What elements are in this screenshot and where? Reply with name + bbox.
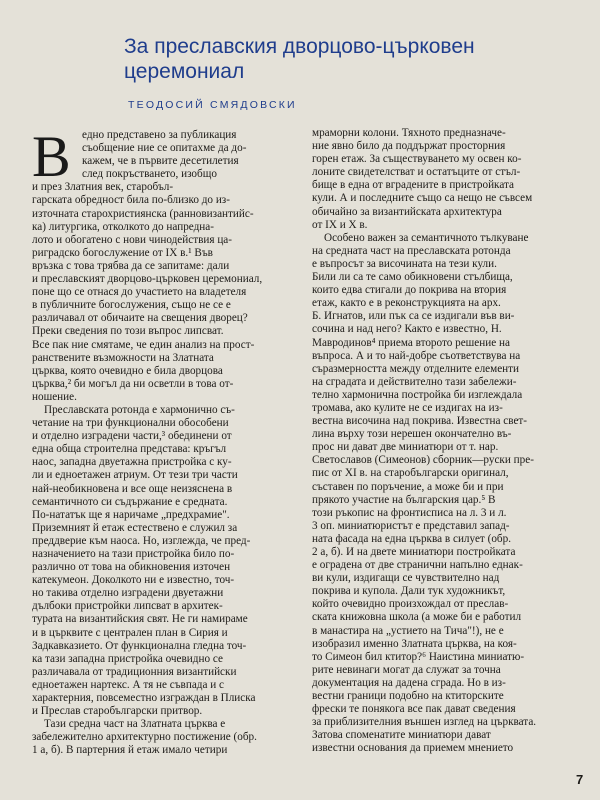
text-line: различно от това на обикновения източен — [32, 561, 231, 574]
text-line: ли и еднoетажен атриум. От тези три части — [32, 469, 238, 482]
text-line: Били ли са те само обикновени стълбища, — [312, 271, 513, 284]
text-line: семантичното си съдържание е средната. — [32, 495, 228, 508]
text-line: горен етаж. За съществуването му освен ко- — [312, 153, 522, 166]
text-line: ви кули, издигащи се чувствително над — [312, 572, 500, 585]
text-line: въпроса. А и то най-добре съответствува на — [312, 349, 521, 362]
text-line: ка) литургика, отколкото до напредна- — [32, 220, 214, 233]
text-line: църква,² би могъл да ни осветли в това от- — [32, 377, 234, 390]
text-line: различавала от традиционния византийски — [32, 665, 237, 678]
text-line: обичайно за византийската архитектура — [312, 205, 502, 218]
text-line: съставен по поръчение, а може би и при — [312, 480, 504, 493]
text-line: е оградена от две странични напълно еднак- — [312, 559, 523, 572]
text-line: тромава, ако кулите не се издигах на из- — [312, 401, 503, 414]
text-line: който очевидно произхождал от преслав- — [312, 598, 509, 611]
text-line: и отделно изградени части,³ обединени от — [32, 430, 232, 443]
text-line: то Симеон бил ктитор?⁶ Наистина миниатю- — [312, 650, 525, 663]
text-line: документация на дадена сграда. Но в из- — [312, 676, 506, 689]
text-line: ранствените възможности на Златната — [32, 351, 214, 364]
text-line: Светославов (Симеонов) сборник—руски пре- — [312, 454, 534, 467]
text-line: Преки сведения по този въпрос липсват. — [32, 325, 224, 338]
text-column-right — [312, 127, 588, 756]
text-line: лина върху този нерешен окончателно въ- — [312, 428, 512, 441]
text-line: известни основания да приемем мнението — [312, 742, 514, 755]
text-line: Приземният й етаж естествено е служил за — [32, 521, 238, 534]
text-line: 3 оп. миниатюристът е представил запад- — [312, 519, 510, 532]
text-line: фрески те понякога все пак дават сведения — [312, 703, 516, 716]
text-line: най-необикновена и все още неизяснена в — [32, 482, 233, 495]
text-line: наос, западна двуетажна пристройка с ку- — [32, 456, 232, 469]
text-line: гарската обредност била по-близко до из- — [32, 194, 230, 207]
text-line: риградско богослужение от IX в.¹ Във — [32, 246, 213, 259]
text-line: църква, която очевидно е била дворцова — [32, 364, 223, 377]
text-line: характерния, повсеместно изграждан в Плиска — [32, 692, 256, 705]
text-line: ската книжовна школа (а може би е работил — [312, 611, 522, 624]
text-line: Все пак ние смятаме, че един анализ на прост- — [32, 338, 255, 351]
text-line: етаж, както е в реконструкцията на арх. — [312, 297, 501, 310]
text-line: назначението на тази пристройка било по- — [32, 548, 235, 560]
text-line: съобщение ние се опитахме да до- — [82, 142, 247, 155]
text-line: По-нататък ще я наричаме „предхрамие". — [32, 508, 230, 521]
article-title-line: церемониал — [124, 60, 245, 83]
text-line: кули. А и последните също са нещо не съвсем — [312, 192, 533, 205]
drop-cap: В — [32, 124, 71, 189]
text-line: бище в една от вградените в пристройката — [312, 179, 514, 192]
text-line: поне що се отнася до участието на владетеля — [32, 286, 247, 299]
text-line: ние явно било да поддържат просторния — [312, 140, 506, 153]
text-line: и преславският дворцово-църковен церемониал, — [32, 273, 263, 286]
text-line: четание на три функционални обособени — [32, 417, 229, 430]
text-line: преддверие към наоса. Но, изглежда, че пред- — [32, 534, 251, 547]
text-line: турата на византийския свят. Не ги намираме — [32, 613, 248, 626]
text-line: ношение. — [32, 390, 77, 403]
text-line: лото и обогатено с нови чинодействия ца- — [32, 233, 232, 246]
text-line: източната старохристиянска (ранновизантийс- — [32, 207, 254, 220]
text-line: от IX и X в. — [312, 218, 368, 231]
text-line: едноетажен нартекс. А тя не съвпада и с — [32, 678, 224, 691]
text-line: в манастира на „устието на Тича"!), не е — [312, 624, 504, 637]
text-line: 2 а, б). И на двете миниатюри постройката — [312, 546, 516, 558]
text-line: прякото участие на българския цар.⁵ В — [312, 493, 496, 506]
article-author: ТЕОДОСИЙ СМЯДОВСКИ — [128, 99, 297, 111]
text-line: но такива отделно изградени двуетажни — [32, 587, 224, 600]
text-line: съразмерността между отделните елементи — [312, 362, 520, 375]
article-title — [124, 34, 524, 84]
text-line: които едва стигали до покрива на втория — [312, 284, 507, 297]
text-line: вестни граници подобно на ктиторските — [312, 690, 504, 703]
text-line: сочина и над него? Както е известно, Н. — [312, 323, 502, 336]
text-line: този ръкопис на фронтисписа на л. 3 и л. — [312, 506, 507, 519]
text-line: изобразил именно Златната църква, на коя- — [312, 637, 517, 650]
text-line: Б. Игнатов, или пък са се издигали във ви- — [312, 310, 515, 323]
text-line: в публичните богослужения, същo не се е — [32, 299, 231, 312]
text-line: връзка с това трябва да се запитаме: дали — [32, 259, 230, 272]
text-line: Затова споменатите миниатюри дават — [312, 729, 491, 742]
text-line: Тази средна част на Златната църква е — [44, 718, 226, 731]
text-line: забележително архитектурно постижение (обр. — [32, 731, 257, 744]
text-line: е въпросът за височината на тези кули. — [312, 257, 497, 270]
text-line: покрива и купола. Дали тук художникът, — [312, 585, 506, 598]
text-line: вестна височина над покрива. Известна свет- — [312, 415, 528, 428]
text-line: катекумеон. Доколкото ни е известно, точ- — [32, 574, 235, 587]
text-line: ка тази западна пристройка очевидно се — [32, 652, 223, 665]
text-line: дълбоки пристройки липсват в архитек- — [32, 600, 223, 613]
page-number: 7 — [576, 772, 584, 787]
text-line: кажем, че в първите десетилетия — [82, 155, 239, 168]
text-line: прос ни дават две миниатюри от т. нар. — [312, 441, 499, 454]
text-line: и в църквите с централен план в Сирия и — [32, 626, 228, 639]
text-line: Преславската ротонда е хармонично съ- — [44, 403, 235, 416]
text-line: за приблизителния външен изглед на църквата. — [312, 716, 537, 729]
text-line: и Преслав старобългарски притвор. — [32, 705, 203, 718]
text-line: Мавродинов⁴ приема второто решение на — [312, 336, 510, 349]
text-line: едно представено за публикация — [82, 129, 237, 141]
article-title-line: За преславския дворцово-църковен — [124, 35, 475, 58]
text-line: и през Златния век, старобъл- — [32, 181, 174, 194]
text-line: рите невинаги могат да служат за точна — [312, 663, 501, 676]
text-line: пис от XI в. на старобългарски оригинал, — [312, 467, 509, 480]
text-column-left — [32, 124, 304, 758]
text-line: лоните свидетелстват и остатъците от стъл- — [312, 166, 521, 179]
text-line: на сградата и действително тази забележи- — [312, 375, 517, 388]
text-line: различавал от обичаите на свещения дворец? — [32, 312, 248, 325]
text-line: Особено важен за семантичното тълкуване — [324, 231, 529, 244]
text-line: една обща строителна представа: кръгъл — [32, 443, 227, 456]
text-line: Задкавказието. От функционална гледна точ- — [32, 639, 247, 652]
text-line: телно хармонична постройка би изглеждала — [312, 388, 523, 401]
text-line: 1 а, б). В партерния й етаж имало четири — [32, 744, 228, 757]
text-line: на средната част на преславската ротонда — [312, 244, 511, 257]
text-line: ната фасада на една църква в силует (обр. — [312, 532, 512, 545]
text-line: мраморни колони. Тяхното предназначе- — [312, 127, 506, 139]
text-line: след покръстването, изобщо — [82, 168, 217, 181]
